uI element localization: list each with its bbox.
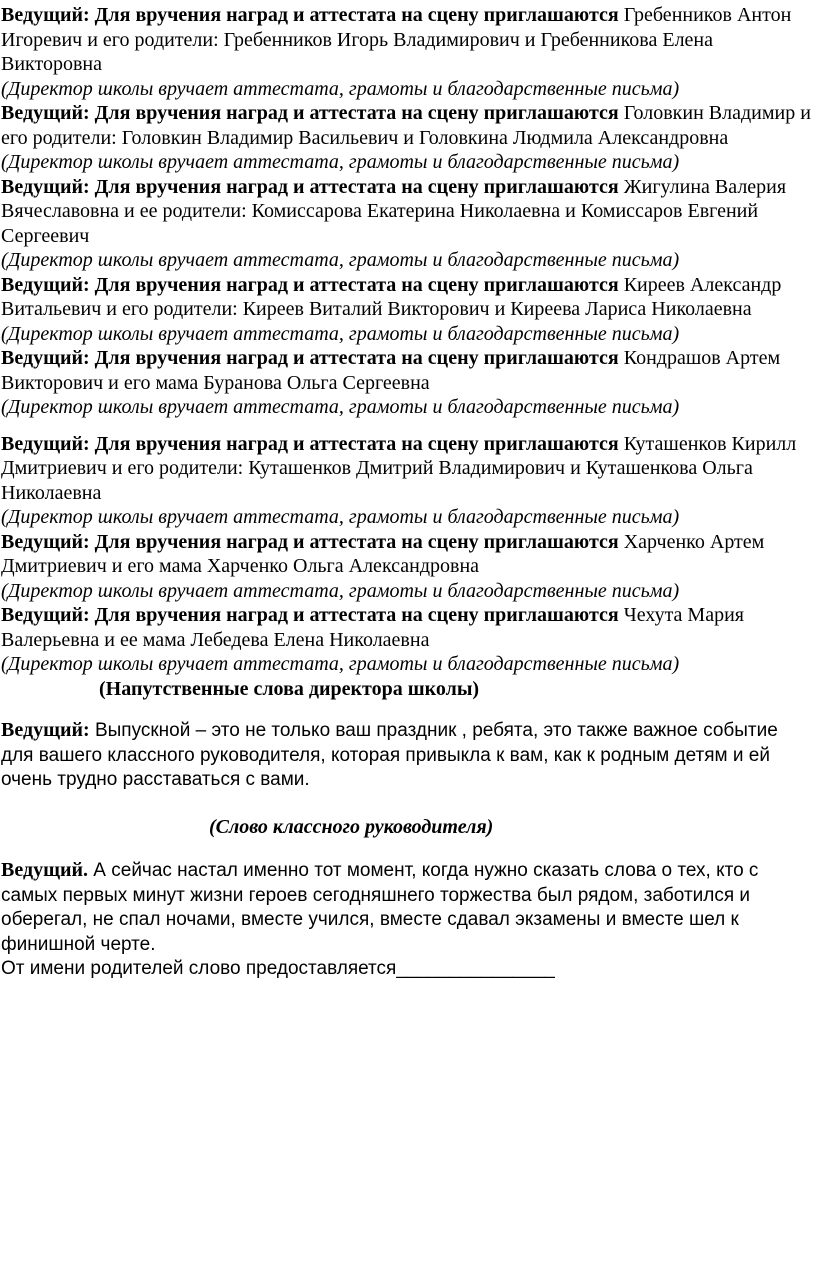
stage-direction: (Директор школы вручает аттестата, грамоты и благодарственные письма) xyxy=(1,249,680,271)
announcement xyxy=(1,3,812,77)
recipient-text: Жигулина Валерия Вячеславовна и ее родители: Комиссарова Екатерина Николаевна и Комиссаров Евгений Сергеевич xyxy=(1,175,787,247)
host-lead: Ведущий: Для вручения наград и аттестата на сцену приглашаются xyxy=(1,604,619,626)
host-lead: Ведущий: Для вручения наград и аттестата на сцену приглашаются xyxy=(1,530,619,553)
recipient-text: Головкин Владимир и его родители: Головкин Владимир Васильевич и Головкина Людмила Александровна xyxy=(1,102,811,149)
closing-line: От имени родителей слово предоставляется_______________ xyxy=(1,958,555,979)
host-speech-2 xyxy=(1,858,812,957)
host-lead: Ведущий. xyxy=(1,859,89,881)
stage-direction: (Директор школы вручает аттестата, грамоты и благодарственные письма) xyxy=(1,506,680,528)
speech-text: А сейчас настал именно тот момент, когда нужно сказать слова о тех, кто с самых первых минут жизни героев сегодняшнего торжества был рядом, заботился и оберегал, не спал ночами, вместе учился, вместе сдавал экзамены и вместе шел к финишной черте. xyxy=(1,860,759,955)
award-block-5 xyxy=(1,346,812,420)
stage-direction: (Директор школы вручает аттестата, грамоты и благодарственные письма) xyxy=(1,653,680,675)
recipient-text: Гребенников Антон Игоревич и его родители: Гребенников Игорь Владимирович и Гребенникова Елена Викторовна xyxy=(1,4,792,75)
host-lead: Ведущий: xyxy=(1,719,90,741)
host-lead: Ведущий: Для вручения наград и аттестата на сцену приглашаются xyxy=(1,175,619,198)
director-words-heading: (Напутственные слова директора школы) xyxy=(99,677,480,700)
teacher-words-heading: (Слово классного руководителя) xyxy=(209,815,494,838)
announcement xyxy=(1,175,812,249)
announcement xyxy=(1,530,812,579)
recipient-text: Куташенков Кирилл Дмитриевич и его родители: Куташенков Дмитрий Владимирович и Куташенкова Ольга Николаевна xyxy=(1,432,797,504)
announcement xyxy=(1,603,812,652)
host-lead: Ведущий: Для вручения наград и аттестата на сцену приглашаются xyxy=(1,432,619,455)
stage-direction: (Директор школы вручает аттестата, грамоты и благодарственные письма) xyxy=(1,396,680,418)
stage-direction: (Директор школы вручает аттестата, грамоты и благодарственные письма) xyxy=(1,151,680,173)
host-lead: Ведущий: Для вручения наград и аттестата на сцену приглашаются xyxy=(1,4,619,26)
award-block-7 xyxy=(1,530,812,604)
award-block-6 xyxy=(1,432,812,530)
announcement xyxy=(1,101,812,150)
announcement xyxy=(1,273,812,322)
award-block-4 xyxy=(1,273,812,347)
host-lead: Ведущий: Для вручения наград и аттестата на сцену приглашаются xyxy=(1,102,619,124)
host-lead: Ведущий: Для вручения наград и аттестата на сцену приглашаются xyxy=(1,273,619,296)
recipient-text: Чехута Мария Валерьевна и ее мама Лебедева Елена Николаевна xyxy=(1,604,744,651)
announcement xyxy=(1,432,812,506)
host-speech-1 xyxy=(1,718,812,793)
recipient-text: Харченко Артем Дмитриевич и его мама Харченко Ольга Александровна xyxy=(1,530,765,577)
award-block-8 xyxy=(1,603,812,677)
award-block-1 xyxy=(1,3,812,101)
stage-direction: (Директор школы вручает аттестата, грамоты и благодарственные письма) xyxy=(1,579,680,602)
stage-direction: (Директор школы вручает аттестата, грамоты и благодарственные письма) xyxy=(1,322,680,345)
award-block-2 xyxy=(1,101,812,175)
stage-direction: (Директор школы вручает аттестата, грамоты и благодарственные письма) xyxy=(1,77,680,100)
announcement xyxy=(1,346,812,395)
recipient-text: Кондрашов Артем Викторович и его мама Буранова Ольга Сергеевна xyxy=(1,347,791,394)
award-block-3 xyxy=(1,175,812,273)
recipient-text: Киреев Александр Витальевич и его родители: Киреев Виталий Викторович и Киреева Лариса Николаевна xyxy=(1,273,782,320)
host-lead: Ведущий: Для вручения наград и аттестата на сцену приглашаются xyxy=(1,347,619,369)
speech-text: Выпускной – это не только ваш праздник , ребята, это также важное событие для вашего классного руководителя, которая привыкла к вам, как к родным детям и ей очень трудно расставаться с вами. xyxy=(1,720,778,790)
